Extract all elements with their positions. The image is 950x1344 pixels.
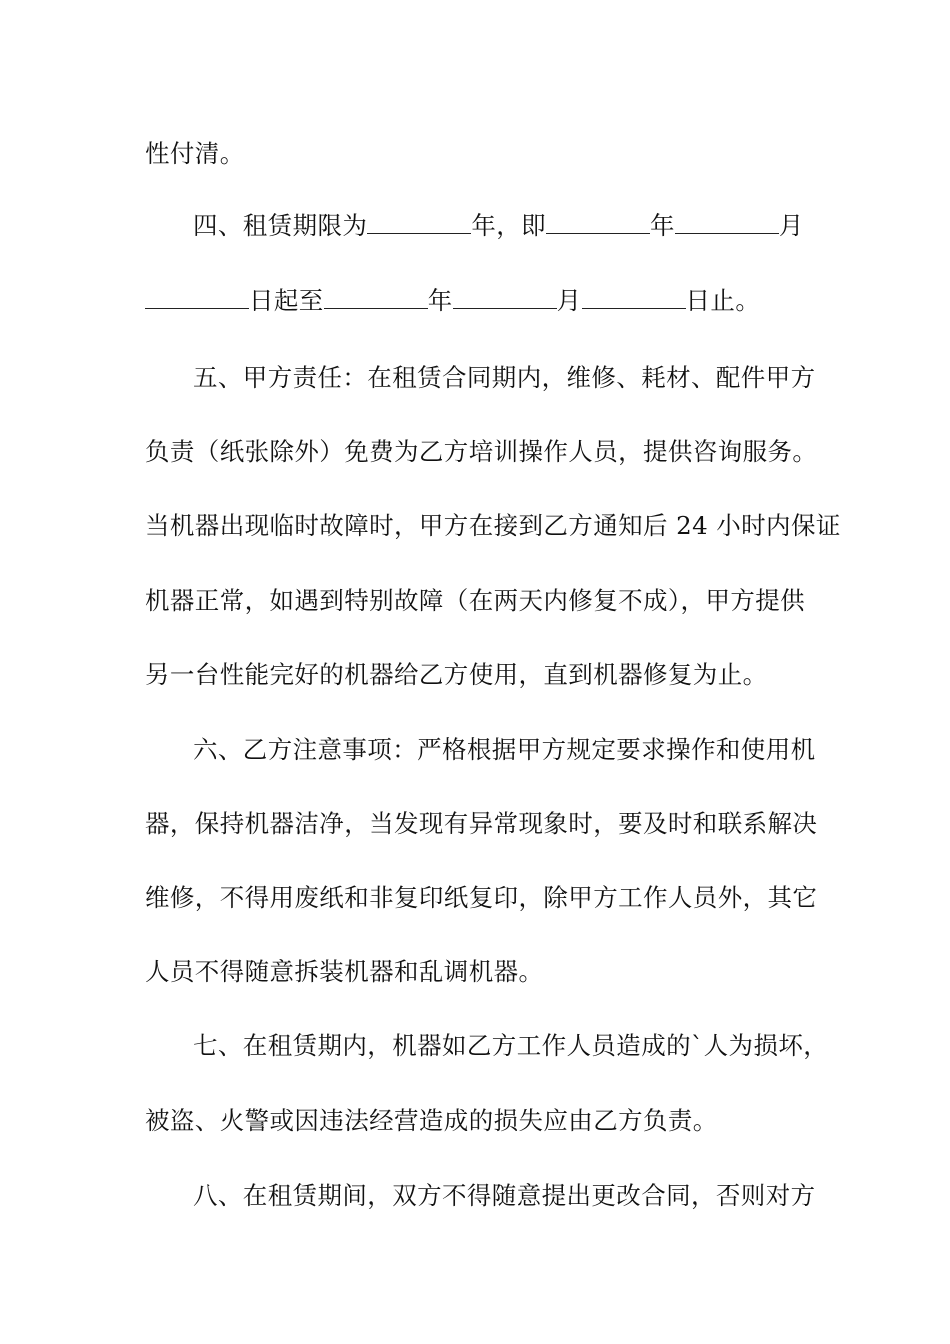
- text-fragment: 六、乙方注意事项：严格根据甲方规定要求操作和使用机: [193, 735, 816, 764]
- text-fragment: 性付清。: [145, 139, 245, 168]
- blank-field: [453, 286, 557, 309]
- clause-5-line: [145, 510, 841, 542]
- lease-term-line-1: [193, 210, 815, 242]
- clause-7-line: [145, 1105, 815, 1137]
- blank-field: [546, 211, 650, 234]
- clause-8-line: [193, 1180, 815, 1212]
- text-fragment: 机器正常，如遇到特别故障（在两天内修复不成），甲方提供: [145, 586, 806, 615]
- text-fragment: 年: [650, 211, 675, 240]
- clause-7-line: [193, 1030, 829, 1062]
- clause-5-line: [193, 362, 815, 394]
- clause-6-line: [193, 734, 815, 766]
- text-fragment: 年，即: [471, 211, 547, 240]
- clause-5-line: [145, 436, 818, 468]
- text-fragment: 人员不得随意拆装机器和乱调机器。: [145, 957, 544, 986]
- text-fragment: 月: [778, 211, 804, 240]
- text-fragment: 维修，不得用废纸和非复印纸复印，除甲方工作人员外，其它: [145, 883, 818, 912]
- blank-field: [324, 286, 428, 309]
- blank-field: [367, 211, 471, 234]
- blank-field: [675, 211, 779, 234]
- blank-field: [145, 286, 249, 309]
- text-fragment: 日起至: [249, 286, 324, 315]
- text-fragment: 月: [556, 286, 582, 315]
- text-fragment: 负责（纸张除外）免费为乙方培训操作人员，提供咨询服务。: [145, 437, 818, 466]
- text-fragment: 日止。: [685, 286, 761, 315]
- text-fragment: 五、甲方责任：在租赁合同期内，维修、耗材、配件甲方: [193, 363, 816, 392]
- clause-5-line: [145, 585, 815, 617]
- text-fragment: 四、租赁期限为: [193, 211, 368, 240]
- text-line: [145, 138, 815, 170]
- lease-term-line-2: [145, 285, 815, 317]
- text-fragment: 年: [427, 286, 453, 315]
- text-fragment: 七、在租赁期内，机器如乙方工作人员造成的`人为损坏，: [193, 1031, 829, 1060]
- clause-6-line: [145, 882, 818, 914]
- text-fragment: 被盗、火警或因违法经营造成的损失应由乙方负责。: [145, 1106, 718, 1135]
- blank-field: [582, 286, 686, 309]
- text-fragment: 另一台性能完好的机器给乙方使用，直到机器修复为止。: [145, 660, 768, 689]
- text-fragment: 当机器出现临时故障时，甲方在接到乙方通知后 24 小时内保证: [145, 511, 841, 540]
- clause-6-line: [145, 808, 818, 840]
- clause-5-line: [145, 659, 815, 691]
- text-fragment: 八、在租赁期间，双方不得随意提出更改合同，否则对方: [193, 1181, 816, 1210]
- clause-6-line: [145, 956, 815, 988]
- text-fragment: 器，保持机器洁净，当发现有异常现象时，要及时和联系解决: [145, 809, 818, 838]
